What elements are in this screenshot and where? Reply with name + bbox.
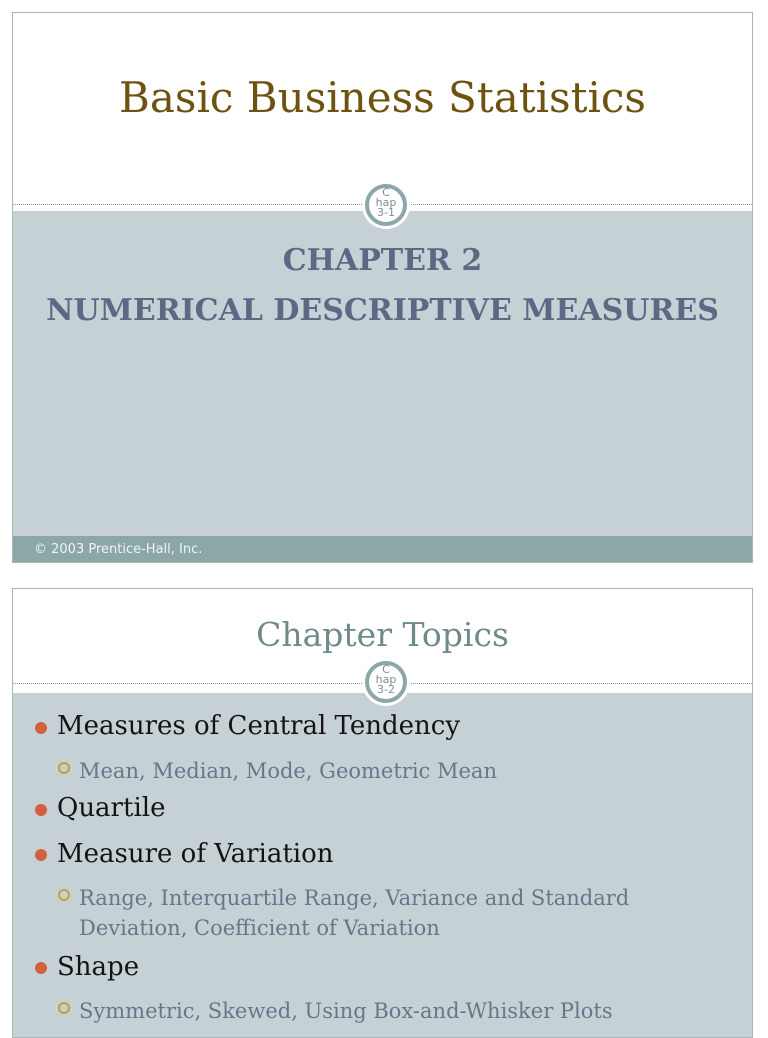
bullet-icon <box>35 722 47 734</box>
sub-bullet-icon <box>58 762 70 774</box>
topic-subitem: Range, Interquartile Range, Variance and Standard Deviation, Coefficient of Variation <box>79 886 630 940</box>
sub-bullet-icon <box>58 889 70 901</box>
topic-item: Shape <box>57 952 140 982</box>
badge-line: 3-1 <box>377 206 395 219</box>
bullet-icon <box>35 804 47 816</box>
title-slide <box>12 12 753 563</box>
topics-slide <box>12 588 753 1038</box>
presentation-title: Basic Business Statistics <box>119 73 646 122</box>
chapter-heading: CHAPTER 2 <box>282 243 483 278</box>
badge-line: hap <box>375 196 397 209</box>
topic-subitem: Mean, Median, Mode, Geometric Mean <box>79 759 497 783</box>
topic-item: Measures of Central Tendency <box>57 711 461 741</box>
badge-line: C <box>382 186 390 199</box>
chapter-subtitle-text: NUMERICAL DESCRIPTIVE MEASURES <box>46 293 719 328</box>
slide-number-badge <box>365 184 407 226</box>
badge-line: C <box>382 663 390 676</box>
topic-item: Measure of Variation <box>57 839 334 869</box>
bullet-icon <box>35 849 47 861</box>
copyright-footer: © 2003 Prentice-Hall, Inc. <box>13 536 752 563</box>
bullet-icon <box>35 962 47 974</box>
topic-item: Quartile <box>57 793 166 823</box>
sub-bullet-icon <box>58 1002 70 1014</box>
chapter-subtitle <box>13 291 752 331</box>
slide-number-badge <box>365 661 407 703</box>
badge-line: hap <box>375 673 397 686</box>
badge-line: 3-2 <box>377 683 395 696</box>
topic-subitem: Symmetric, Skewed, Using Box-and-Whisker Plots <box>79 999 613 1023</box>
slide-title: Chapter Topics <box>256 615 509 654</box>
